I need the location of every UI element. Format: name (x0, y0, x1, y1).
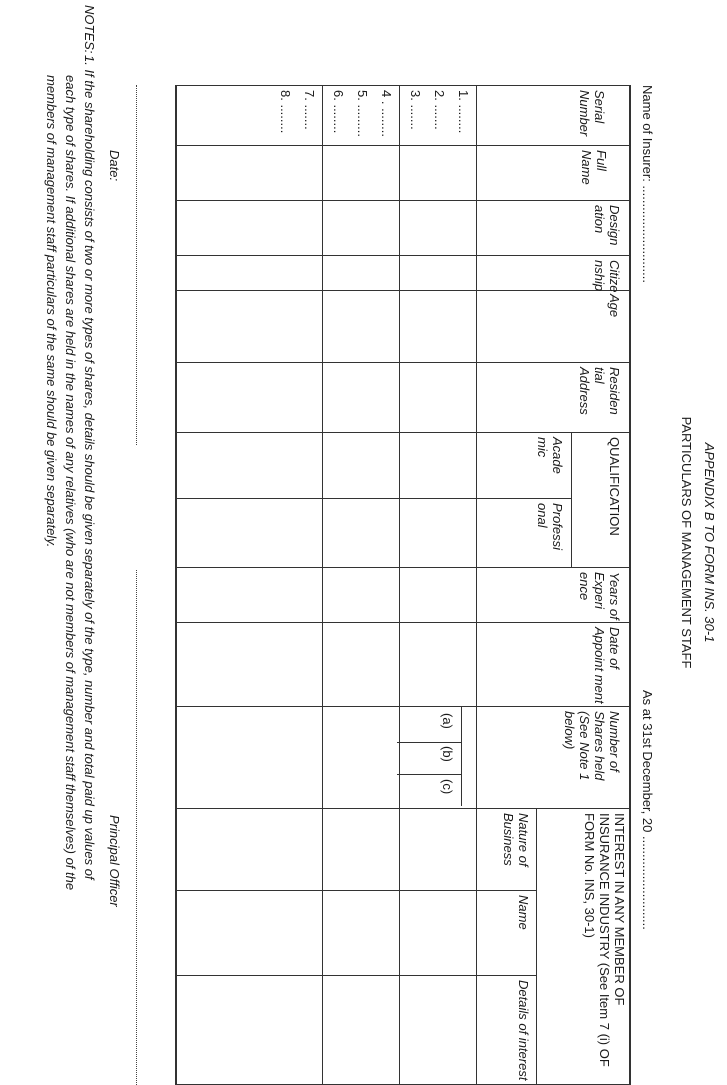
list-item: 8. ........ (278, 90, 293, 134)
col-professional: Professi onal (535, 503, 565, 550)
insurer-name-field[interactable]: Name of Insurer: ........................... (640, 85, 655, 283)
as-at-date-field[interactable]: As at 31st December, 20 .......................... (640, 690, 655, 930)
list-item: 6. ........ (331, 90, 346, 134)
list-item: 3. ....... (408, 90, 423, 130)
note-1-line-3: members of management staff particulars of the same should be given separately. (44, 75, 59, 548)
col-date-appointment: Date of Appoint ment (592, 627, 622, 704)
form-title: PARTICULARS OF MANAGEMENT STAFF (679, 416, 694, 669)
col-full-name: Full Name (579, 150, 609, 185)
date-signature-line[interactable] (136, 85, 137, 445)
date-label: Date: (107, 150, 122, 182)
list-item: 5. ......... (355, 90, 370, 137)
col-designation: Design ation (592, 205, 622, 246)
col-nature-business: Nature of Business (501, 813, 531, 867)
list-item: 7. ....... (302, 90, 317, 130)
col-interest-name: Name (516, 895, 531, 930)
col-academic: Acade mic (535, 437, 565, 474)
col-age: Age (607, 294, 622, 318)
col-qualification: QUALIFICATION (607, 437, 622, 536)
col-interest-details: Details of interest (516, 980, 531, 1081)
list-item: 1. ........ (456, 90, 471, 134)
notes-label: NOTES: (82, 5, 97, 54)
principal-officer-label: Principal Officer (107, 815, 122, 907)
appendix-title: APPENDIX B TO FORM INS. 30-1 (702, 442, 717, 643)
col-court-a: (a) (440, 713, 455, 729)
list-item: 4 . ........ (379, 90, 394, 137)
col-residential-address: Residen tial Address (577, 367, 622, 415)
col-interest-industry: INTEREST IN ANY MEMBER OF INSURANCE INDUSTRY (See Item 7 (i) OF FORM No. INS, 30-1) (582, 813, 627, 1067)
officer-signature-line[interactable] (136, 570, 137, 1085)
col-court-b: (b) (440, 746, 455, 762)
note-1-line-1: 1. If the shareholding consists of two or more types of shares, details should be given separately of the type, number and total paid up values of (82, 55, 97, 880)
col-shares-held: Number of Shares held (See Note 1 below) (562, 711, 622, 781)
note-1-line-2: each type of shares. If additional shares are held in the names of any relatives (who are not members of management staff themselves) of the (63, 75, 78, 891)
col-serial-number: Serial Number (577, 90, 607, 137)
list-item: 2. ....... (432, 90, 447, 130)
col-citizenship: Citize nship (592, 260, 622, 293)
col-years-experience: Years of Experi ence (577, 572, 622, 620)
col-court-c: (c) (440, 779, 455, 795)
